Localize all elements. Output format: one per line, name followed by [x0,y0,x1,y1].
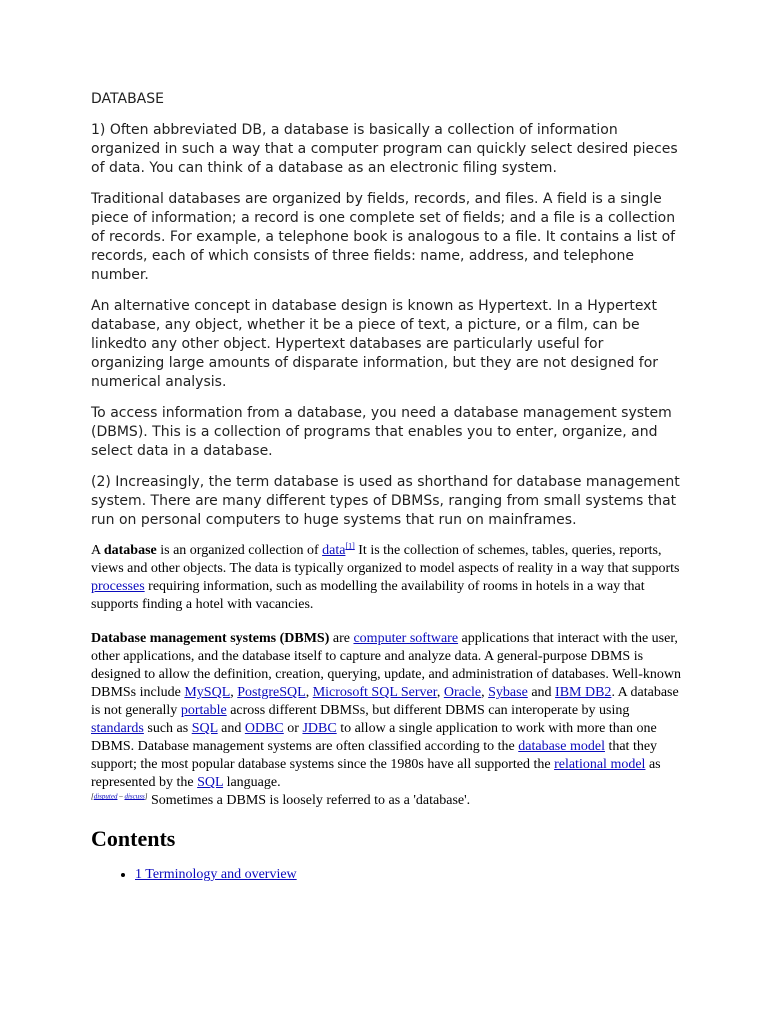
link-data[interactable]: data [322,543,346,558]
text: Sometimes a DBMS is loosely referred to as a 'database'. [147,793,471,808]
text: applications that interact with the user, other applications, and the database itself to capture and analyze data. A general-purpose DBMS is designed to allow the definition, creation, querying, update, and administration of databases. Well-known DBMSs include [91,631,681,700]
bold-term: Database management systems (DBMS) [91,631,330,646]
link-sql-language[interactable]: SQL [197,775,224,790]
text: language. [223,775,281,790]
link-mysql[interactable]: MySQL [184,685,231,700]
link-postgresql[interactable]: PostgreSQL [237,685,306,700]
link-processes[interactable]: processes [91,579,145,594]
text: that they support; the most popular database systems since the 1980s have all supported the [91,739,658,772]
link-discuss[interactable]: discuss [124,792,145,801]
wiki-paragraph-1 [91,542,681,614]
wiki-paragraph-2 [91,630,681,810]
dash: – [117,792,125,801]
link-portable[interactable]: portable [180,703,227,718]
paragraph-4: To access information from a database, you need a database management system (DBMS). This is a collection of programs that enables you to enter, organize, and select data in a database. [91,405,672,459]
document-title: DATABASE [91,91,164,107]
document-page [91,90,681,884]
text: It is the collection of schemes, tables, queries, reports, views and other objects. The data is typically organized to model aspects of reality in a way that supports [91,543,680,576]
table-of-contents [91,866,681,884]
bracket: ] [144,792,148,801]
text: , [436,685,444,700]
link-sybase[interactable]: Sybase [488,685,528,700]
text: , [230,685,238,700]
link-microsoft-sql-server[interactable]: Microsoft SQL Server [312,685,437,700]
text: and [217,721,245,736]
paragraph-1: 1) Often abbreviated DB, a database is basically a collection of information organized in such a way that a computer program can quickly select desired pieces of data. You can think of a database as an electronic filing system. [91,122,678,176]
text: across different DBMSs, but different DBMS can interoperate by using [226,703,630,718]
link-database-model[interactable]: database model [518,739,605,754]
text: , [481,685,489,700]
link-standards[interactable]: standards [91,721,144,736]
paragraph-5: (2) Increasingly, the term database is used as shorthand for database management system. There are many different types of DBMSs, ranging from small systems that run on personal computers to huge systems that run on mainframes. [91,474,680,528]
contents-heading: Contents [91,826,176,851]
paragraph-3: An alternative concept in database design is known as Hypertext. In a Hypertext database, any object, whether it be a piece of text, a picture, or a film, can be linkedto any other object. Hypertext databases are particularly useful for organizing large amounts of disparate information, but they are not designed for numerical analysis. [91,298,659,390]
bracket: [ [91,792,94,801]
text: as represented by the [91,757,661,790]
reference-link[interactable]: [1] [345,541,355,551]
text: are [329,631,354,646]
wiki-section [91,542,681,884]
link-odbc[interactable]: ODBC [244,721,284,736]
text: , [305,685,313,700]
text: or [283,721,303,736]
text: A [91,543,104,558]
toc-link-terminology[interactable]: 1 Terminology and overview [135,867,297,882]
text: requiring information, such as modelling the availability of rooms in hotels in a way that supports finding a hotel with vacancies. [91,579,645,612]
bold-term: database [103,543,157,558]
link-relational-model[interactable]: relational model [554,757,646,772]
text: is an organized collection of [156,543,323,558]
text: to allow a single application to work with more than one DBMS. Database management systems are often classified according to the [91,721,657,754]
text: and [527,685,556,700]
text: such as [143,721,192,736]
link-oracle[interactable]: Oracle [443,685,482,700]
disputed-tag [91,792,147,800]
link-disputed[interactable]: disputed [93,792,118,801]
link-sql[interactable]: SQL [191,721,218,736]
link-ibm-db2[interactable]: IBM DB2 [555,685,612,700]
paragraph-2: Traditional databases are organized by fields, records, and files. A field is a single piece of information; a record is one complete set of fields; and a file is a collection of records. For example, a telephone book is analogous to a file. It contains a list of records, each of which consists of three fields: name, address, and telephone number. [91,191,676,283]
text: . A database is not generally [91,685,679,718]
intro-section [91,90,681,530]
toc-item [135,866,681,884]
link-computer-software[interactable]: computer software [353,631,459,646]
link-jdbc[interactable]: JDBC [302,721,337,736]
